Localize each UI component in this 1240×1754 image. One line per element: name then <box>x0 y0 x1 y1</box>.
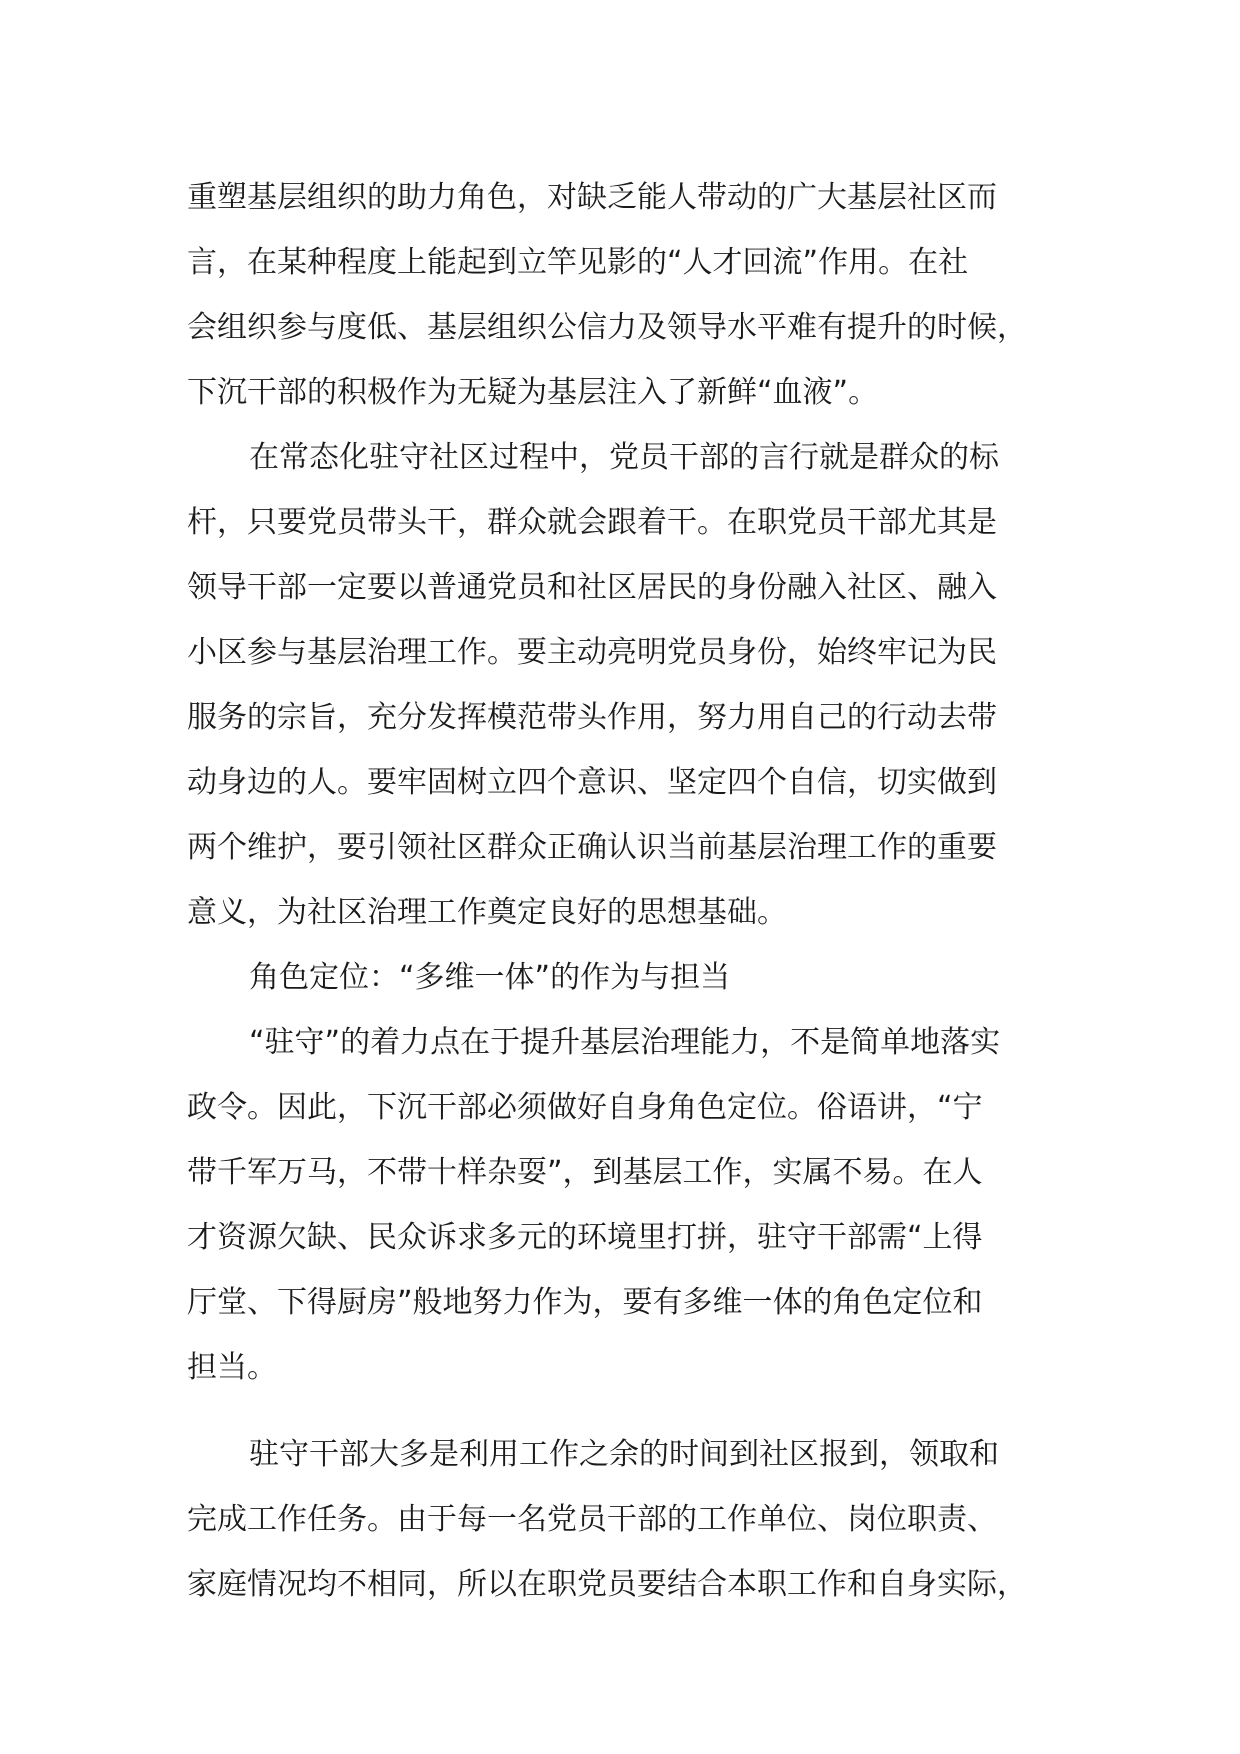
paragraph-line: 动身边的人。要牢固树立四个意识、坚定四个自信，切实做到 <box>187 765 997 800</box>
paragraph-line: 会组织参与度低、基层组织公信力及领导水平难有提升的时候， <box>187 310 1027 345</box>
section-heading: 角色定位：“多维一体”的作为与担当 <box>249 960 731 995</box>
paragraph-line: 两个维护，要引领社区群众正确认识当前基层治理工作的重要 <box>187 830 997 865</box>
paragraph-line: 才资源欠缺、民众诉求多元的环境里打拼，驻守干部需“上得 <box>187 1220 983 1255</box>
paragraph-line: 重塑基层组织的助力角色，对缺乏能人带动的广大基层社区而 <box>187 180 997 215</box>
paragraph-4 <box>187 1422 1087 1617</box>
paragraph-line: 杆，只要党员带头干，群众就会跟着干。在职党员干部尤其是 <box>187 505 997 540</box>
paragraph-line: 完成工作任务。由于每一名党员干部的工作单位、岗位职责、 <box>187 1502 997 1537</box>
paragraph-line: 意义，为社区治理工作奠定良好的思想基础。 <box>187 895 787 930</box>
paragraph-line: 下沉干部的积极作为无疑为基层注入了新鲜“血液”。 <box>187 375 879 410</box>
paragraph-3 <box>187 1010 1087 1400</box>
paragraph-line: 担当。 <box>187 1350 277 1385</box>
paragraph-1 <box>187 165 1087 425</box>
paragraph-gap <box>187 1400 1087 1422</box>
paragraph-line: “驻守”的着力点在于提升基层治理能力，不是简单地落实 <box>249 1025 1001 1060</box>
paragraph-line: 领导干部一定要以普通党员和社区居民的身份融入社区、融入 <box>187 570 997 605</box>
paragraph-line: 驻守干部大多是利用工作之余的时间到社区报到，领取和 <box>249 1437 999 1472</box>
paragraph-2 <box>187 425 1087 945</box>
paragraph-line: 厅堂、下得厨房”般地努力作为，要有多维一体的角色定位和 <box>187 1285 983 1320</box>
paragraph-line: 家庭情况均不相同，所以在职党员要结合本职工作和自身实际， <box>187 1567 1027 1602</box>
paragraph-line: 在常态化驻守社区过程中，党员干部的言行就是群众的标 <box>249 440 999 475</box>
paragraph-line: 小区参与基层治理工作。要主动亮明党员身份，始终牢记为民 <box>187 635 997 670</box>
document-body <box>187 165 1087 1617</box>
paragraph-line: 言，在某种程度上能起到立竿见影的“人才回流”作用。在社 <box>187 245 969 280</box>
paragraph-line: 服务的宗旨，充分发挥模范带头作用，努力用自己的行动去带 <box>187 700 997 735</box>
paragraph-line: 带千军万马，不带十样杂耍”，到基层工作，实属不易。在人 <box>187 1155 983 1190</box>
paragraph-line: 政令。因此，下沉干部必须做好自身角色定位。俗语讲，“宁 <box>187 1090 983 1125</box>
